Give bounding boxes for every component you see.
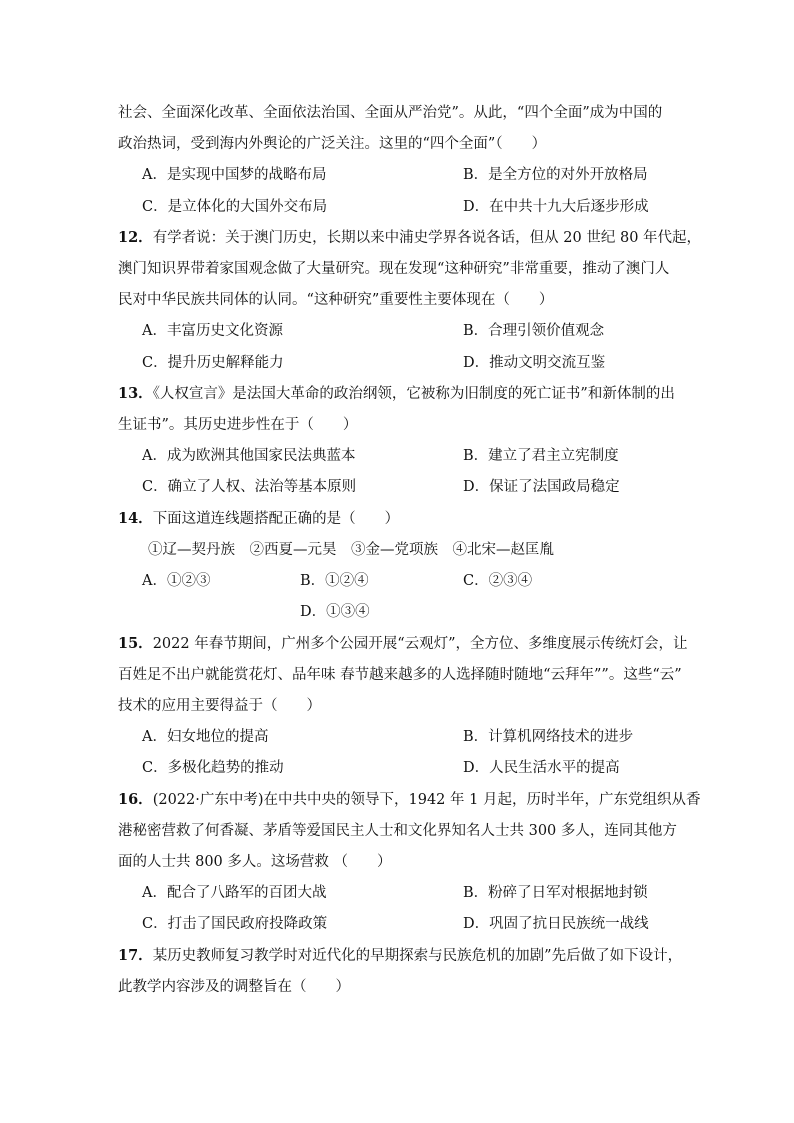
q14-option-d: D．①③④ [300,604,370,620]
q15-stem-line1: 15．2022 年春节期间，广州多个公园开展“云观灯”，全方位、多维度展示传统灯会，让 [118,635,688,652]
q12-option-d: D．推动文明交流互鉴 [463,355,606,371]
q11-option-a: A．是实现中国梦的战略布局 [142,167,327,183]
q13-option-b: B．建立了君主立宪制度 [463,448,619,464]
q14-option-b: B．①②④ [300,573,369,589]
q16-option-c: C．打击了国民政府投降政策 [142,916,328,932]
q15-option-b: B．计算机网络技术的进步 [463,729,634,745]
q13-number: 13． [118,385,153,402]
q15-stem-line2: 百姓足不出户就能赏花灯、品年味 春节越来越多的人选择随时随地“云拜年””。这些“云” [118,667,682,683]
q11-stem-line2: 政治热词，受到海内外舆论的广泛关注。这里的“四个全面”（ ） [118,136,547,152]
q17-number: 17． [118,947,153,964]
q12-option-c: C．提升历史解释能力 [142,355,284,371]
q17-stem-line2: 此教学内容涉及的调整旨在（ ） [118,979,350,995]
q16-stem-line3: 面的人士共 800 多人。这场营救 （ ） [118,854,392,870]
q12-stem-line3: 民对中华民族共同体的认同。“这种研究”重要性主要体现在（ ） [118,292,554,308]
q16-number: 16． [118,791,153,808]
q17-stem-line1: 17．某历史教师复习教学时对近代化的早期探索与民族危机的加剧”先后做了如下设计， [118,947,683,964]
q15-number: 15． [118,635,153,652]
q11-stem-line1: 社会、全面深化改革、全面依法治国、全面从严治党”。从此，“四个全面”成为中国的 [118,105,663,121]
q16-stem-line2: 港秘密营救了何香凝、茅盾等爱国民主人士和文化界知名人士共 300 多人，连同其他方 [118,823,677,839]
q12-option-a: A．丰富历史文化资源 [142,323,283,339]
q14-number: 14． [118,510,153,527]
q16-option-a: A．配合了八路军的百团大战 [142,885,327,901]
q15-option-a: A．妇女地位的提高 [142,729,269,745]
q13-option-a: A．成为欧洲其他国家民法典蓝本 [142,448,356,464]
q11-option-b: B．是全方位的对外开放格局 [463,167,648,183]
q12-stem-line1: 12．有学者说：关于澳门历史，长期以来中浦史学界各说各话，但从 20 世纪 80 年代起， [118,229,702,246]
q14-option-a: A．①②③ [142,573,211,589]
q12-stem-line2: 澳门知识界带着家国观念做了大量研究。现在发现“这种研究”非常重要，推动了澳门人 [118,261,670,277]
q12-option-b: B．合理引领价值观念 [463,323,605,339]
q16-option-d: D．巩固了抗日民族统一战线 [463,916,649,932]
q13-stem-line1: 13．《人权宣言》是法国大革命的政治纲领，它被称为旧制度的死亡证书”和新体制的出 [118,385,675,402]
q16-stem-line1: 16．(2022·广东中考)在中共中央的领导下，1942 年 1 月起，历时半年，广东党组织从香 [118,791,701,808]
q12-number: 12． [118,229,153,246]
q16-option-b: B．粉碎了日军对根据地封锁 [463,885,648,901]
q13-option-d: D．保证了法国政局稳定 [463,479,620,495]
q15-option-d: D．人民生活水平的提高 [463,760,620,776]
q14-stem: 14．下面这道连线题搭配正确的是（ ） [118,510,400,527]
q14-pairs: ①辽—契丹族 ②西夏—元昊 ③金—党项族 ④北宋—赵匡胤 [148,542,554,558]
q13-option-c: C．确立了人权、法治等基本原则 [142,479,357,495]
q14-option-c: C．②③④ [463,573,533,589]
q15-option-c: C．多极化趋势的推动 [142,760,284,776]
q13-stem-line2: 生证书”。其历史进步性在于（ ） [118,417,358,433]
q11-option-d: D．在中共十九大后逐步形成 [463,199,649,215]
q11-option-c: C．是立体化的大国外交布局 [142,199,328,215]
q15-stem-line3: 技术的应用主要得益于（ ） [118,698,321,714]
